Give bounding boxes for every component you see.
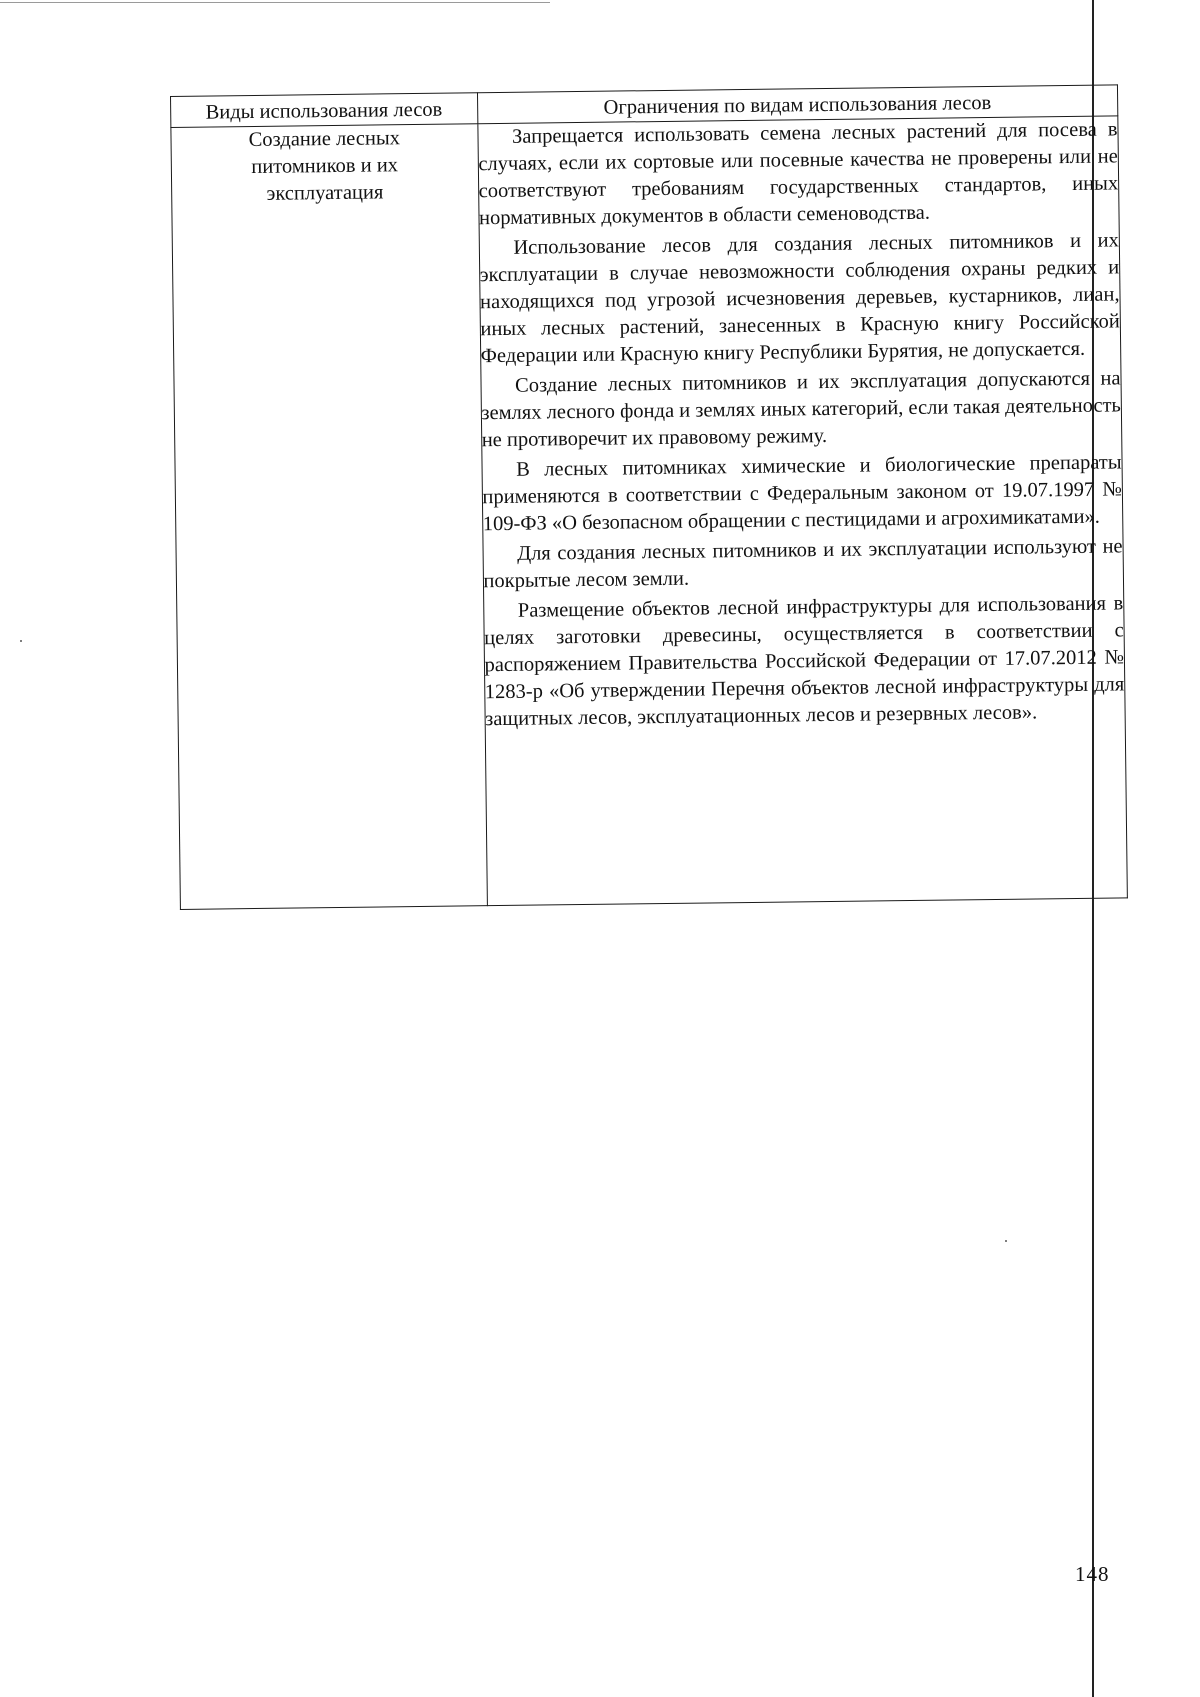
- scan-speck: [1005, 1240, 1007, 1242]
- table-row: [171, 116, 1127, 910]
- forest-use-type-cell: [171, 124, 487, 910]
- restriction-paragraph-non-forest-land: Для создания лесных питомников и их эксплуатации используют не покрытые лесом земли.: [483, 535, 1123, 593]
- scan-speck: [20, 640, 22, 642]
- restrictions-cell: [477, 116, 1127, 906]
- forest-use-type-line: питомников и их: [251, 154, 399, 179]
- restriction-paragraph-pesticides: В лесных питомниках химические и биологические препараты применяются в соответствии с Федеральным законом от 19.07.1997 № 109-ФЗ «О безопасном обращении с пестицидами и агрохимикатами».: [482, 451, 1123, 536]
- header-forest-use-types: Виды использования лесов: [171, 93, 478, 128]
- forest-use-type-line: Создание лесных: [248, 127, 401, 152]
- restriction-paragraph-red-book: Использование лесов для создания лесных питомников и их эксплуатации в случае невозможности соблюдения охраны редких и находящихся под угрозой исчезновения деревьев, кустарников, лиан, иных лесных растений, занесенных в Красную книгу Российской Федерации или Красную книгу Республики Бурятия, не допускается.: [479, 229, 1120, 368]
- restriction-paragraph-land-categories: Создание лесных питомников и их эксплуатация допускаются на землях лесного фонда и землях иных категорий, если такая деятельность не противоречит их правовому режиму.: [481, 367, 1121, 452]
- forest-use-restrictions-table: [170, 84, 1128, 910]
- forest-use-type-line: эксплуатация: [266, 181, 384, 205]
- restriction-paragraph-infrastructure: Размещение объектов лесной инфраструктуры для использования в целях заготовки древесины, осуществляется в соответствии с распоряжением Правительства Российской Федерации от 17.07.2012 № 1283-р «Об утверждении Перечня объектов лесной инфраструктуры для защитных лесов, эксплуатационных лесов и резервных лесов».: [484, 592, 1125, 731]
- scan-edge-line-top: [0, 2, 550, 3]
- page-number: 148: [1075, 1562, 1110, 1586]
- restriction-paragraph-seeds: Запрещается использовать семена лесных растений для посева в случаях, если их сортовые или посевные качества не проверены или не соответствуют требованиям государственных стандартов, иных нормативных документов в области семеноводства.: [478, 118, 1119, 230]
- header-restrictions: Ограничения по видам использования лесов: [477, 85, 1118, 124]
